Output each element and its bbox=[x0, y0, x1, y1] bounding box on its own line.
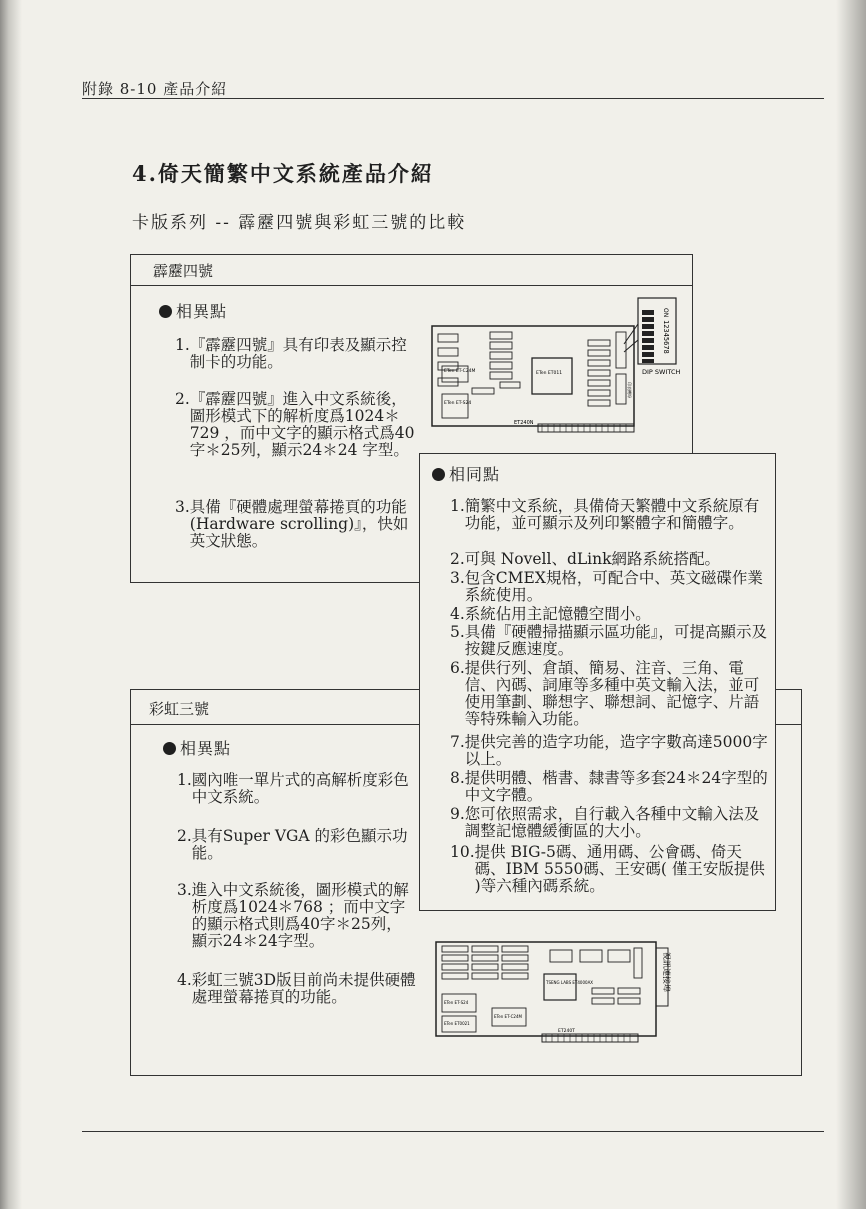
pili-chip-label-1: ETen ET-C24M bbox=[444, 369, 476, 374]
printer-port-label: 印表機埠 bbox=[627, 382, 632, 398]
pili-box-header bbox=[131, 255, 692, 286]
common-item-9-num: 9. bbox=[450, 805, 465, 823]
common-item-7-num: 7. bbox=[450, 733, 465, 751]
pili-item-1 bbox=[175, 337, 415, 371]
common-item-10-num: 10. bbox=[450, 843, 475, 861]
scan-shadow-left bbox=[0, 0, 22, 1209]
common-item-1-num: 1. bbox=[450, 497, 465, 515]
common-item-4-num: 4. bbox=[450, 605, 465, 623]
common-item-10 bbox=[450, 844, 768, 895]
common-item-8-num: 8. bbox=[450, 769, 465, 787]
bullet-dot-icon bbox=[432, 468, 445, 481]
rainbow-chip-label-3: ETen ET0021 bbox=[444, 1021, 470, 1026]
common-item-1-text: 簡繁中文系統，具備倚天繁體中文系統原有功能，並可顯示及列印繁體字和簡體字。 bbox=[464, 497, 760, 532]
common-item-4-text: 系統佔用主記憶體空間小。 bbox=[464, 605, 651, 623]
rainbow-item-4-num: 4. bbox=[177, 971, 192, 989]
common-item-8 bbox=[450, 770, 768, 804]
rainbow-diff-heading bbox=[163, 736, 231, 759]
dip-switch-numbers: 12345678 bbox=[662, 320, 670, 354]
pili-item-1-text: 『霹靂四號』具有印表及顯示控制卡的功能。 bbox=[189, 336, 407, 371]
rainbow-item-2-text: 具有Super VGA 的彩色顯示功能。 bbox=[191, 827, 408, 862]
pili-item-1-num: 1. bbox=[175, 336, 190, 354]
rainbow-chip-label-2: ETen ET-S24 bbox=[444, 1000, 469, 1005]
common-item-9 bbox=[450, 806, 768, 840]
video-port-label: 視訊連接埠 bbox=[662, 952, 671, 992]
pili-chip-label-3: ETen ET011 bbox=[536, 371, 563, 376]
scan-shadow-right bbox=[836, 0, 866, 1209]
common-item-2 bbox=[450, 551, 768, 568]
section-subtitle: 卡版系列 -- 霹靂四號與彩虹三號的比較 bbox=[132, 213, 467, 233]
bullet-dot-icon bbox=[163, 742, 176, 755]
pili-item-3-num: 3. bbox=[175, 498, 190, 516]
common-item-10-text: 提供 BIG-5碼、通用碼、公會碼、倚天碼、IBM 5550碼、王安碼( 僅王安版提供 )等六種內碼系統。 bbox=[474, 843, 765, 895]
rainbow-chip-label-1: TSENG LABS ET4000AX bbox=[546, 980, 594, 985]
common-item-2-num: 2. bbox=[450, 550, 465, 568]
pili-item-2 bbox=[175, 391, 415, 459]
rainbow-item-3-text: 進入中文系統後，圖形模式的解析度爲1024＊768 ；而中文字的顯示格式則爲40字＊25列，顯示24＊24字型。 bbox=[191, 881, 409, 950]
rainbow-item-1-text: 國內唯一單片式的高解析度彩色中文系統。 bbox=[191, 771, 409, 806]
rainbow-item-2-num: 2. bbox=[177, 827, 192, 845]
rainbow-box-title: 彩虹三號 bbox=[149, 700, 210, 718]
running-header: 附錄 8-10 產品介紹 bbox=[82, 80, 228, 98]
bullet-dot-icon bbox=[159, 305, 172, 318]
pili-item-2-text: 『霹靂四號』進入中文系統後，圖形模式下的解析度爲1024＊729 ，而中文字的顯示格式爲40字＊25列，顯示24＊24 字型。 bbox=[189, 390, 415, 459]
footer-rule bbox=[82, 1131, 824, 1132]
rainbow-chip-label-4: ETen ET-C24M bbox=[494, 1014, 522, 1019]
common-item-6-num: 6. bbox=[450, 659, 465, 677]
common-item-2-text: 可與 Novell、dLink網路系統搭配。 bbox=[464, 550, 721, 568]
pili-chip-label-2: ETen ET-S24 bbox=[444, 401, 472, 406]
common-item-5-num: 5. bbox=[450, 623, 465, 641]
rainbow-board-illustration bbox=[432, 938, 676, 1052]
pili-board-model: ET240N bbox=[514, 420, 534, 426]
rainbow-item-1-num: 1. bbox=[177, 771, 192, 789]
rainbow-board-model: ET240T bbox=[558, 1029, 575, 1034]
common-item-6-text: 提供行列、倉頡、簡易、注音、三角、電信、內碼、詞庫等多種中英文輸入法，並可使用筆劃、聯想字、聯想詞、記憶字、片語等特殊輸入功能。 bbox=[464, 659, 760, 728]
rainbow-item-3-num: 3. bbox=[177, 881, 192, 899]
common-item-9-text: 您可依照需求，自行載入各種中文輸入法及調整記憶體緩衝區的大小。 bbox=[464, 805, 760, 840]
pili-item-2-num: 2. bbox=[175, 390, 190, 408]
rainbow-item-4 bbox=[177, 972, 417, 1006]
dip-switch-on-label: ON bbox=[662, 308, 669, 318]
pili-item-3 bbox=[175, 499, 415, 550]
rainbow-item-1 bbox=[177, 772, 417, 806]
section-title: 4.倚天簡繁中文系統產品介紹 bbox=[132, 161, 434, 186]
common-item-8-text: 提供明體、楷書、隸書等多套24＊24字型的中文字體。 bbox=[464, 769, 768, 804]
common-item-5 bbox=[450, 624, 768, 658]
common-item-7 bbox=[450, 734, 768, 768]
common-item-7-text: 提供完善的造字功能，造字字數高達5000字以上。 bbox=[464, 733, 768, 768]
common-item-5-text: 具備『硬體掃描顯示區功能』，可提高顯示及按鍵反應速度。 bbox=[464, 623, 768, 658]
common-item-4 bbox=[450, 606, 768, 623]
dip-switch-label: DIP SWITCH bbox=[642, 368, 681, 376]
pili-diff-heading bbox=[159, 299, 227, 322]
header-rule bbox=[82, 98, 824, 99]
rainbow-diff-heading-label: 相異點 bbox=[180, 739, 232, 758]
common-heading bbox=[432, 462, 500, 485]
common-item-3-text: 包含CMEX規格，可配合中、英文磁碟作業系統使用。 bbox=[464, 569, 763, 604]
common-box bbox=[419, 453, 776, 911]
rainbow-item-3 bbox=[177, 882, 417, 950]
pili-item-3-text: 具備『硬體處理螢幕捲頁的功能(Hardware scrolling)』，快如英文狀態。 bbox=[189, 498, 409, 550]
rainbow-item-4-text: 彩虹三號3D版目前尚未提供硬體處理螢幕捲頁的功能。 bbox=[191, 971, 416, 1006]
pili-board-illustration bbox=[428, 296, 690, 436]
common-item-3-num: 3. bbox=[450, 569, 465, 587]
rainbow-item-2 bbox=[177, 828, 417, 862]
pili-box-title: 霹靂四號 bbox=[153, 262, 214, 280]
common-item-3 bbox=[450, 570, 768, 604]
common-item-1 bbox=[450, 498, 768, 532]
pili-diff-heading-label: 相異點 bbox=[176, 302, 228, 321]
common-heading-label: 相同點 bbox=[449, 465, 501, 484]
common-item-6 bbox=[450, 660, 768, 728]
